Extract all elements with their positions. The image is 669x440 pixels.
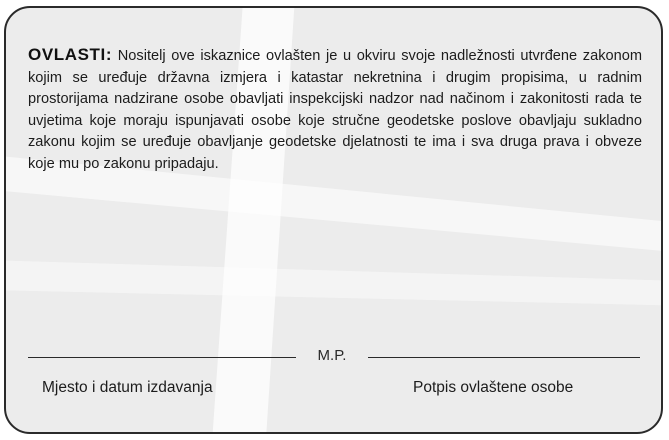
authority-heading: OVLASTI: [28, 45, 113, 64]
id-card-back [4, 6, 663, 434]
signature-line [368, 357, 640, 358]
place-date-line [28, 357, 296, 358]
place-date-caption: Mjesto i datum izdavanja [42, 379, 213, 396]
authority-body: Nositelj ove iskaznice ovlašten je u okviru svoje nadležnosti utvrđene zakonom kojim se uređuje državna izmjera i katastar nekretnina i drugim propisima, u radnim prostorijama nadzirane osobe obavljati inspekcijski nadzor nad načinom i zakonitosti rada te uvjetima koje moraju ispunjavati osobe koje stručne geodetske poslove obavljaju sukladno zakonu kojim se uređuje obavljanje geodetske djelatnosti te ima i sva druga prava i obveze koje mu po zakonu pripadaju. [28, 48, 642, 172]
signature-caption: Potpis ovlaštene osobe [413, 379, 574, 396]
stamp-label: M.P. [317, 347, 347, 364]
authority-paragraph [28, 44, 642, 175]
